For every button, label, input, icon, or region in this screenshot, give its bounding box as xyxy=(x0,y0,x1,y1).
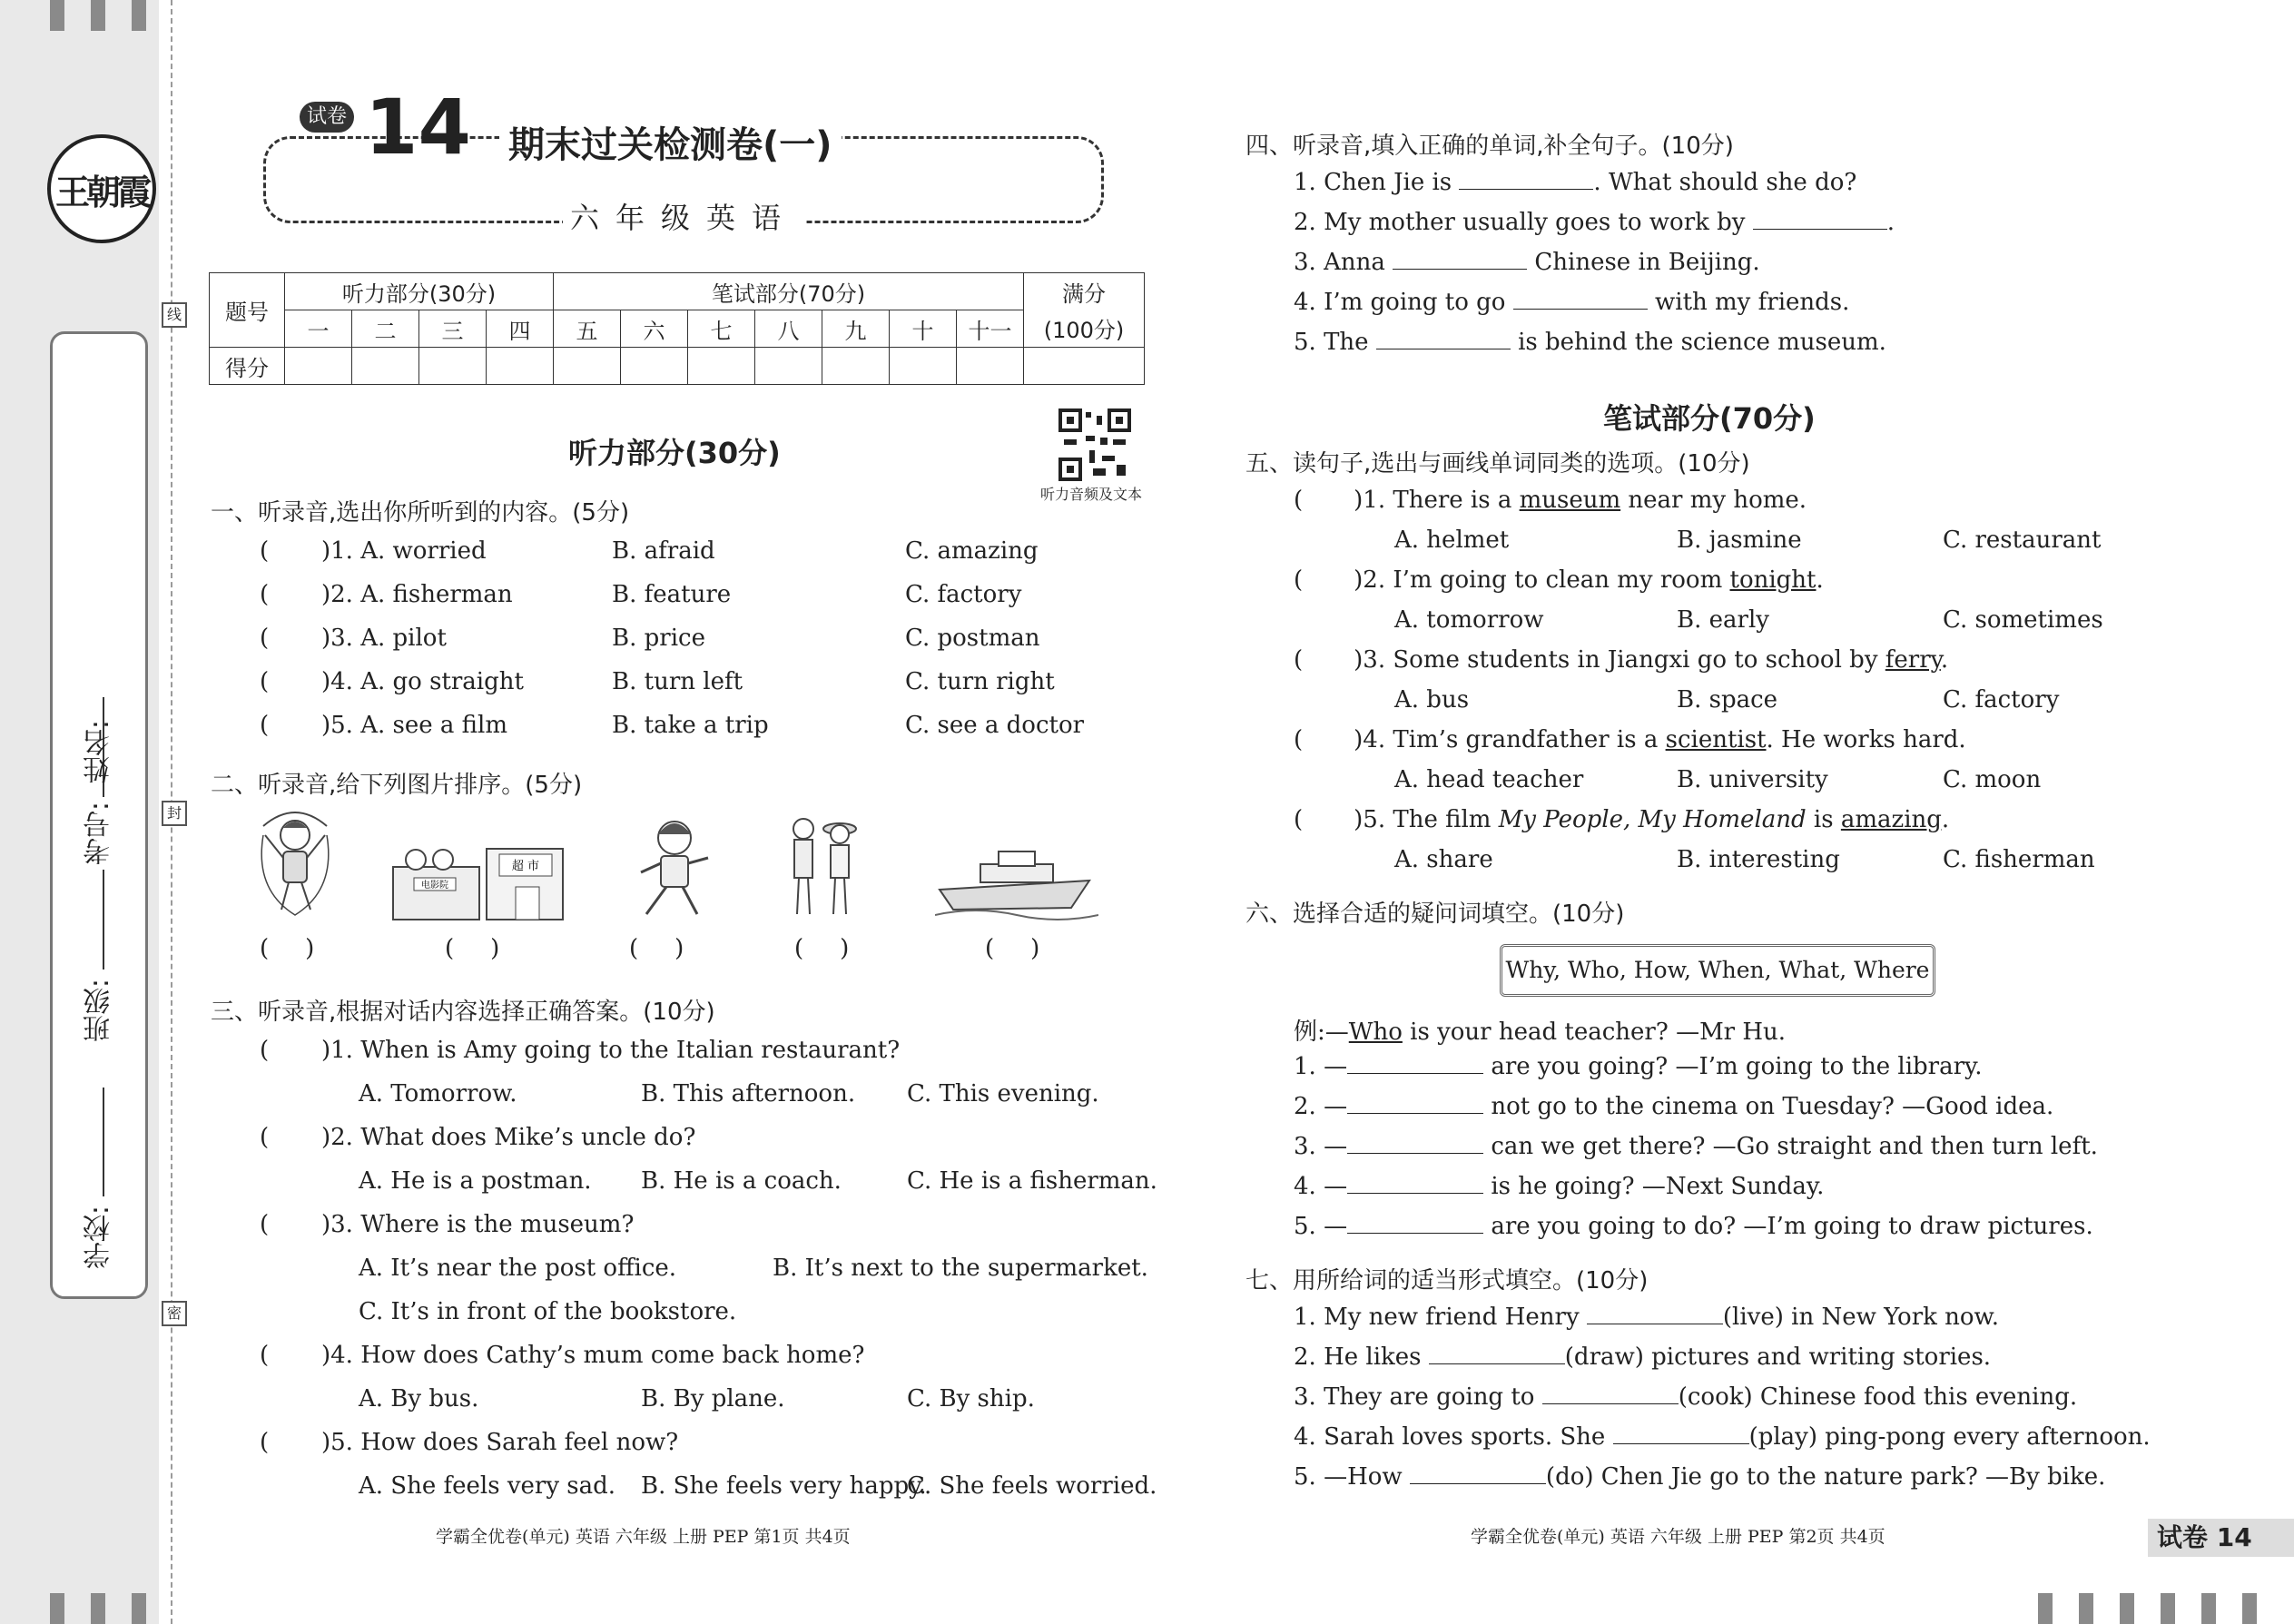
answer-blank[interactable] xyxy=(1347,1133,1483,1154)
bracket[interactable]: ( ) xyxy=(985,935,1040,962)
school-label: 学校: xyxy=(84,1206,115,1270)
part7-line: 3. They are going to (cook) Chinese food this evening. xyxy=(1294,1383,2078,1411)
class-label: 班级: xyxy=(84,979,115,1043)
num-cell: 四 xyxy=(487,310,554,348)
binding-mark xyxy=(2038,1593,2053,1624)
student-info-box xyxy=(50,331,148,1299)
part3-heading: 三、听录音,根据对话内容选择正确答案。(10分) xyxy=(211,999,715,1026)
num-cell: 八 xyxy=(755,310,822,348)
option: B. university xyxy=(1677,766,1828,793)
logo-text: 王朝霞 xyxy=(54,171,148,212)
part7-line: 5. —How (do) Chen Jie go to the nature park? —By bike. xyxy=(1294,1463,2106,1491)
option: B. By plane. xyxy=(641,1385,785,1412)
part7-line: 2. He likes (draw) pictures and writing stories. xyxy=(1294,1343,1992,1371)
part4-line: 2. My mother usually goes to work by . xyxy=(1294,209,1895,236)
option: A. He is a postman. xyxy=(359,1167,592,1195)
part3-question: )5. How does Sarah feel now? xyxy=(321,1429,679,1456)
score-cell[interactable] xyxy=(688,348,755,385)
score-cell[interactable] xyxy=(285,348,352,385)
test-number: 14 xyxy=(365,83,471,172)
bracket[interactable]: ( ) xyxy=(794,935,850,962)
part4-line: 4. I’m going to go with my friends. xyxy=(1294,289,1850,316)
word-bank-box: Why, Who, How, When, What, Where xyxy=(1500,944,1935,997)
id-label: 考号: xyxy=(84,802,115,866)
answer-blank[interactable] xyxy=(1347,1093,1483,1114)
binding-mark xyxy=(2242,1593,2257,1624)
answer-blank[interactable] xyxy=(1542,1383,1679,1404)
part3-question: )2. What does Mike’s uncle do? xyxy=(321,1124,696,1151)
answer-blank[interactable] xyxy=(1410,1463,1546,1484)
option: B. This afternoon. xyxy=(641,1080,856,1107)
binding-mark xyxy=(91,1593,105,1624)
part1-option-b: B. turn left xyxy=(612,668,743,695)
test-badge: 试卷 xyxy=(300,102,354,133)
part1-option-b: B. feature xyxy=(612,581,732,608)
option: A. It’s near the post office. xyxy=(359,1255,677,1282)
answer-blank[interactable] xyxy=(1429,1343,1565,1364)
cinema-supermarket-picture xyxy=(389,840,566,921)
option: C. moon xyxy=(1943,766,2042,793)
num-cell: 一 xyxy=(285,310,352,348)
kung-fu-boy-picture xyxy=(634,812,715,921)
part1-option-c: C. amazing xyxy=(905,537,1039,565)
num-cell: 五 xyxy=(554,310,621,348)
num-cell: 六 xyxy=(621,310,688,348)
bracket[interactable]: ( ) xyxy=(445,935,500,962)
binding-mark xyxy=(2201,1593,2216,1624)
option: B. early xyxy=(1677,606,1769,634)
part7-line: 1. My new friend Henry (live) in New York now. xyxy=(1294,1304,1999,1331)
bracket[interactable]: ( xyxy=(260,1342,270,1369)
item-label-cell: 题号 xyxy=(210,273,285,348)
part5-question: ( )4. Tim’s grandfather is a scientist. He works hard. xyxy=(1294,726,1966,753)
binding-mark xyxy=(132,0,146,31)
num-cell: 十 xyxy=(890,310,957,348)
ship-picture xyxy=(935,844,1098,921)
option: C. fisherman xyxy=(1943,846,2095,873)
answer-blank[interactable] xyxy=(1587,1304,1723,1324)
part4-heading: 四、听录音,填入正确的单词,补全句子。(10分) xyxy=(1245,133,1734,160)
part1-option-a: )1. A. worried xyxy=(321,537,487,565)
option: B. It’s next to the supermarket. xyxy=(773,1255,1148,1282)
option: A. head teacher xyxy=(1394,766,1584,793)
qr-code-icon[interactable] xyxy=(1058,408,1131,481)
bracket[interactable]: ( xyxy=(1294,806,1304,833)
part1-option-c: C. factory xyxy=(905,581,1022,608)
score-cell[interactable] xyxy=(890,348,957,385)
bracket[interactable]: ( xyxy=(1294,487,1304,514)
answer-blank[interactable] xyxy=(1347,1173,1483,1194)
part1-option-c: C. see a doctor xyxy=(905,712,1085,739)
bracket[interactable]: ( xyxy=(260,712,270,739)
corner-test-label: 试卷 14 xyxy=(2148,1519,2294,1557)
answer-blank[interactable] xyxy=(1347,1053,1483,1074)
part5-question: ( )2. I’m going to clean my room tonight. xyxy=(1294,566,1824,594)
part2-heading: 二、听录音,给下列图片排序。(5分) xyxy=(211,772,583,799)
option: C. sometimes xyxy=(1943,606,2103,634)
score-cell[interactable] xyxy=(554,348,621,385)
option: A. Tomorrow. xyxy=(359,1080,517,1107)
seal-char: 封 xyxy=(162,801,187,826)
binding-mark xyxy=(2079,1593,2093,1624)
part4-line: 5. The is behind the science museum. xyxy=(1294,329,1886,356)
name-line xyxy=(103,870,104,969)
option: C. This evening. xyxy=(907,1080,1099,1107)
binding-mark xyxy=(2120,1593,2134,1624)
option: B. She feels very happy. xyxy=(641,1472,927,1500)
bracket[interactable]: ( xyxy=(1294,566,1304,594)
part1-option-c: C. turn right xyxy=(905,668,1055,695)
part6-line: 5. — are you going to do? —I’m going to draw pictures. xyxy=(1294,1213,2093,1240)
binding-mark xyxy=(50,0,64,31)
part1-heading: 一、听录音,选出你所听到的内容。(5分) xyxy=(211,499,630,527)
binding-mark xyxy=(132,1593,146,1624)
bracket[interactable]: ( ) xyxy=(260,935,315,962)
two-people-picture xyxy=(781,812,862,921)
part3-question: )4. How does Cathy’s mum come back home? xyxy=(321,1342,865,1369)
bracket[interactable]: ( xyxy=(260,537,270,565)
jump-rope-child-picture xyxy=(254,808,336,921)
num-cell: 三 xyxy=(419,310,487,348)
score-cell[interactable] xyxy=(755,348,822,385)
part6-line: 4. — is he going? —Next Sunday. xyxy=(1294,1173,1825,1200)
part7-line: 4. Sarah loves sports. She (play) ping-pong every afternoon. xyxy=(1294,1423,2151,1451)
binding-mark xyxy=(50,1593,64,1624)
part1-option-b: B. afraid xyxy=(612,537,715,565)
binding-mark xyxy=(91,0,105,31)
bracket[interactable]: ( xyxy=(260,1429,270,1456)
answer-blank[interactable] xyxy=(1513,289,1648,310)
num-cell: 二 xyxy=(352,310,419,348)
score-table xyxy=(209,272,1145,385)
option: C. It’s in front of the bookstore. xyxy=(359,1298,737,1325)
option: A. tomorrow xyxy=(1394,606,1544,634)
score-cell[interactable] xyxy=(487,348,554,385)
listening-label-cell: 听力部分(30分) xyxy=(285,273,554,310)
option: C. He is a fisherman. xyxy=(907,1167,1157,1195)
part6-line: 3. — can we get there? —Go straight and then turn left. xyxy=(1294,1133,2098,1160)
option: C. By ship. xyxy=(907,1385,1035,1412)
score-cell[interactable] xyxy=(957,348,1024,385)
answer-blank[interactable] xyxy=(1393,249,1527,270)
part3-question: )3. Where is the museum? xyxy=(321,1211,635,1238)
part6-line: 1. — are you going? —I’m going to the library. xyxy=(1294,1053,1983,1080)
option: C. She feels worried. xyxy=(907,1472,1157,1500)
num-cell: 九 xyxy=(822,310,890,348)
part5-question: ( )3. Some students in Jiangxi go to school by ferry. xyxy=(1294,646,1949,674)
score-cell[interactable] xyxy=(352,348,419,385)
part5-heading: 五、读句子,选出与画线单词同类的选项。(10分) xyxy=(1245,450,1750,477)
option: A. share xyxy=(1394,846,1493,873)
option: C. factory xyxy=(1943,686,2060,714)
part3-question: )1. When is Amy going to the Italian restaurant? xyxy=(321,1037,901,1064)
num-cell: 七 xyxy=(688,310,755,348)
part4-line: 3. Anna Chinese in Beijing. xyxy=(1294,249,1760,276)
score-cell[interactable] xyxy=(822,348,890,385)
score-cell[interactable] xyxy=(1024,348,1145,385)
writing-label-cell: 笔试部分(70分) xyxy=(554,273,1024,310)
option: A. helmet xyxy=(1394,527,1510,554)
bracket[interactable]: ( xyxy=(1294,646,1304,674)
writing-title: 笔试部分(70分) xyxy=(1603,401,1816,436)
score-cell[interactable] xyxy=(621,348,688,385)
score-label-cell: 得分 xyxy=(210,348,285,385)
part6-heading: 六、选择合适的疑问词填空。(10分) xyxy=(1245,901,1625,928)
footer-left: 学霸全优卷(单元) 英语 六年级 上册 PEP 第1页 共4页 xyxy=(436,1527,851,1547)
part1-option-a: )5. A. see a film xyxy=(321,712,507,739)
part7-heading: 七、用所给词的适当形式填空。(10分) xyxy=(1245,1267,1649,1294)
bracket[interactable]: ( xyxy=(260,1211,270,1238)
full-value-cell: (100分) xyxy=(1024,310,1145,348)
page-title: 期末过关检测卷(一) xyxy=(499,116,842,168)
seal-char: 线 xyxy=(162,302,187,328)
score-cell[interactable] xyxy=(419,348,487,385)
bracket[interactable]: ( xyxy=(260,625,270,652)
option: A. bus xyxy=(1394,686,1470,714)
qr-caption: 听力音频及文本 xyxy=(1040,486,1143,503)
part5-question: ( )1. There is a museum near my home. xyxy=(1294,487,1807,514)
option: B. jasmine xyxy=(1677,527,1802,554)
part5-question: ( )5. The film My People, My Homeland is amazing. xyxy=(1294,806,1950,833)
listening-title: 听力部分(30分) xyxy=(568,436,781,470)
option: B. space xyxy=(1677,686,1778,714)
supermarket-sign: 超 市 xyxy=(511,860,540,873)
option: A. By bus. xyxy=(359,1385,479,1412)
answer-blank[interactable] xyxy=(1459,169,1593,190)
option: B. interesting xyxy=(1677,846,1840,873)
answer-blank[interactable] xyxy=(1347,1213,1483,1234)
footer-right: 学霸全优卷(单元) 英语 六年级 上册 PEP 第2页 共4页 xyxy=(1471,1527,1885,1547)
answer-blank[interactable] xyxy=(1376,329,1511,349)
page-subtitle: 六年级英语 xyxy=(563,195,804,237)
answer-blank[interactable] xyxy=(1613,1423,1749,1444)
cinema-sign: 电影院 xyxy=(421,881,448,891)
part1-option-a: )2. A. fisherman xyxy=(321,581,513,608)
bracket[interactable]: ( xyxy=(1294,726,1304,753)
option: B. He is a coach. xyxy=(641,1167,842,1195)
bracket[interactable]: ( xyxy=(260,1037,270,1064)
class-line xyxy=(103,1088,104,1196)
option: A. She feels very sad. xyxy=(359,1472,616,1500)
full-label-cell: 满分 xyxy=(1024,273,1145,310)
logo-seal xyxy=(47,134,156,243)
seal-char: 密 xyxy=(162,1301,187,1326)
bracket[interactable]: ( ) xyxy=(629,935,684,962)
part6-line: 2. — not go to the cinema on Tuesday? —Good idea. xyxy=(1294,1093,2054,1120)
bracket[interactable]: ( xyxy=(260,1124,270,1151)
part1-option-c: C. postman xyxy=(905,625,1040,652)
option: C. restaurant xyxy=(1943,527,2102,554)
part1-option-a: )3. A. pilot xyxy=(321,625,447,652)
part1-option-a: )4. A. go straight xyxy=(321,668,524,695)
bracket[interactable]: ( xyxy=(260,668,270,695)
part1-option-b: B. price xyxy=(612,625,705,652)
part1-option-b: B. take a trip xyxy=(612,712,769,739)
name-label: 姓名: xyxy=(84,720,115,784)
example-line: 例:—Who is your head teacher? —Mr Hu. xyxy=(1294,1019,1787,1046)
num-cell: 十一 xyxy=(957,310,1024,348)
binding-mark xyxy=(2161,1593,2175,1624)
bracket[interactable]: ( xyxy=(260,581,270,608)
answer-blank[interactable] xyxy=(1753,209,1887,230)
part4-line: 1. Chen Jie is . What should she do? xyxy=(1294,169,1857,196)
